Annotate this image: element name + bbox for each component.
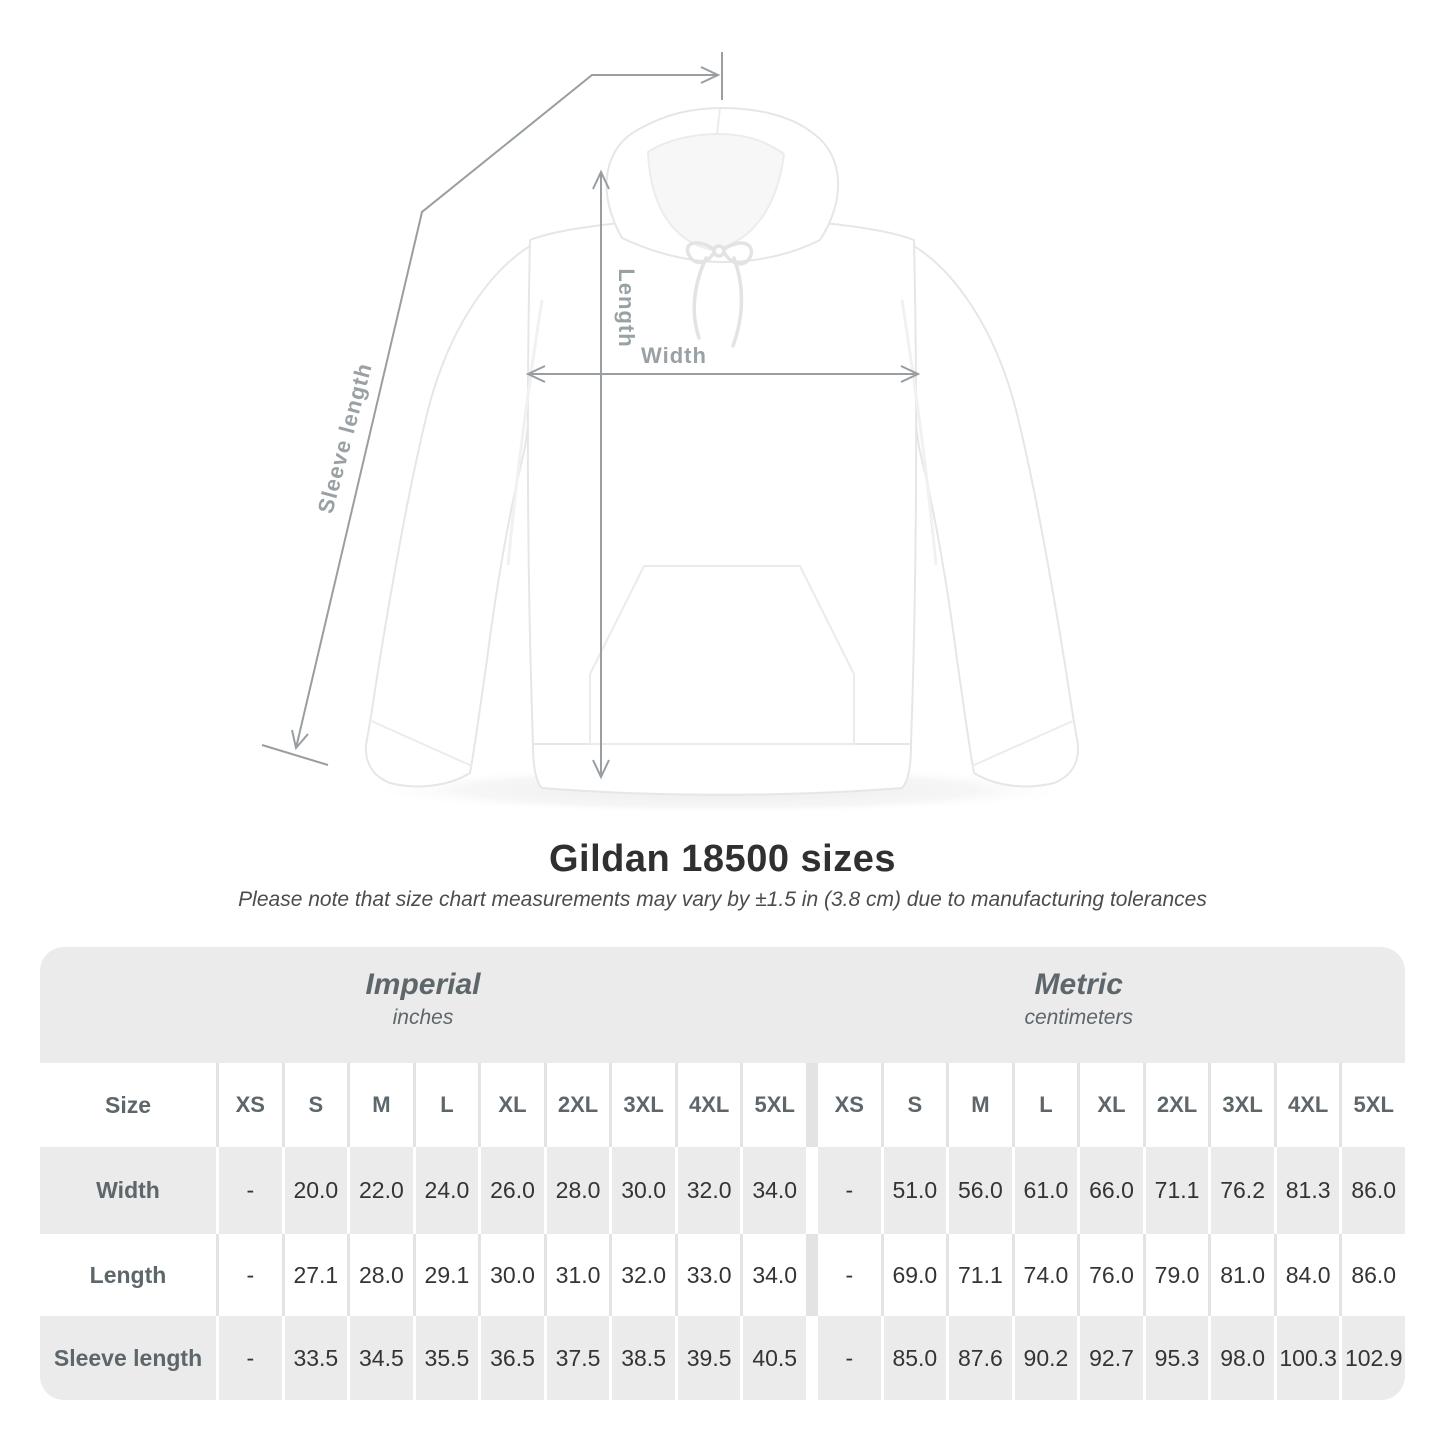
metric-value-cell: 71.1 (949, 1234, 1012, 1316)
length-measure-label: Length (614, 268, 639, 348)
metric-value-cell: - (818, 1316, 881, 1400)
imperial-size-col-header: 2XL (547, 1063, 610, 1147)
metric-value-cell: 81.3 (1277, 1147, 1340, 1234)
metric-size-col-header: L (1015, 1063, 1078, 1147)
left-sleeve (366, 238, 545, 786)
metric-size-col-header: 4XL (1277, 1063, 1340, 1147)
right-sleeve (899, 238, 1078, 786)
imperial-value-cell: 40.5 (743, 1316, 806, 1400)
row-label: Width (40, 1147, 216, 1234)
imperial-value-cell: 30.0 (612, 1147, 675, 1234)
metric-value-cell: 69.0 (884, 1234, 947, 1316)
metric-value-cell: 81.0 (1211, 1234, 1274, 1316)
metric-size-col-header: XS (818, 1063, 881, 1147)
metric-value-cell: - (818, 1234, 881, 1316)
size-table (40, 947, 1405, 1400)
metric-section-unit: centimeters (1024, 1006, 1133, 1029)
metric-section-title: Metric (1034, 968, 1123, 1001)
imperial-value-cell: 35.5 (416, 1316, 479, 1400)
section-divider (809, 1234, 815, 1316)
metric-value-cell: 51.0 (884, 1147, 947, 1234)
metric-value-cell: 87.6 (949, 1316, 1012, 1400)
metric-size-col-header: S (884, 1063, 947, 1147)
imperial-value-cell: 30.0 (481, 1234, 544, 1316)
metric-value-cell: 98.0 (1211, 1316, 1274, 1400)
heading-block (0, 836, 1445, 914)
metric-value-cell: 102.9 (1342, 1316, 1405, 1400)
metric-value-cell: 90.2 (1015, 1316, 1078, 1400)
metric-value-cell: 85.0 (884, 1316, 947, 1400)
metric-value-cell: 86.0 (1342, 1147, 1405, 1234)
imperial-value-cell: 24.0 (416, 1147, 479, 1234)
imperial-value-cell: - (219, 1316, 282, 1400)
imperial-size-col-header: M (350, 1063, 413, 1147)
imperial-size-col-header: XS (219, 1063, 282, 1147)
hem-band (533, 744, 911, 795)
imperial-value-cell: 26.0 (481, 1147, 544, 1234)
metric-value-cell: 76.0 (1080, 1234, 1143, 1316)
imperial-value-cell: 37.5 (547, 1316, 610, 1400)
metric-value-cell: 71.1 (1146, 1147, 1209, 1234)
imperial-value-cell: 34.5 (350, 1316, 413, 1400)
metric-size-col-header: 3XL (1211, 1063, 1274, 1147)
metric-value-cell: 79.0 (1146, 1234, 1209, 1316)
table-row-length (40, 1234, 1405, 1316)
metric-value-cell: 66.0 (1080, 1147, 1143, 1234)
section-divider (809, 1063, 815, 1147)
imperial-value-cell: - (219, 1147, 282, 1234)
imperial-value-cell: 33.0 (678, 1234, 741, 1316)
row-label: Length (40, 1234, 216, 1316)
metric-value-cell: 84.0 (1277, 1234, 1340, 1316)
metric-value-cell: 61.0 (1015, 1147, 1078, 1234)
imperial-value-cell: 34.0 (743, 1147, 806, 1234)
imperial-size-col-header: S (285, 1063, 348, 1147)
table-row-sleeve-length (40, 1316, 1405, 1400)
hoodie-illustration (366, 108, 1078, 795)
imperial-size-col-header: XL (481, 1063, 544, 1147)
imperial-size-col-header: 3XL (612, 1063, 675, 1147)
imperial-value-cell: 36.5 (481, 1316, 544, 1400)
metric-value-cell: 76.2 (1211, 1147, 1274, 1234)
metric-value-cell: 56.0 (949, 1147, 1012, 1234)
metric-size-col-header: M (949, 1063, 1012, 1147)
imperial-value-cell: 32.0 (678, 1147, 741, 1234)
imperial-value-cell: 32.0 (612, 1234, 675, 1316)
imperial-value-cell: 20.0 (285, 1147, 348, 1234)
metric-value-cell: 86.0 (1342, 1234, 1405, 1316)
page-title: Gildan 18500 sizes (549, 838, 896, 880)
kangaroo-pocket (590, 566, 854, 744)
section-divider (809, 1316, 815, 1400)
imperial-value-cell: 28.0 (350, 1234, 413, 1316)
imperial-value-cell: 29.1 (416, 1234, 479, 1316)
imperial-value-cell: 34.0 (743, 1234, 806, 1316)
section-divider (809, 1147, 815, 1234)
imperial-value-cell: 27.1 (285, 1234, 348, 1316)
sleeve-length-measure-label: Sleeve length (312, 360, 377, 517)
table-row-width (40, 1147, 1405, 1234)
imperial-value-cell: 38.5 (612, 1316, 675, 1400)
imperial-section-unit: inches (392, 1006, 454, 1029)
metric-section-header (818, 947, 1339, 1033)
row-label: Sleeve length (40, 1316, 216, 1400)
metric-size-col-header: 5XL (1342, 1063, 1405, 1147)
metric-value-cell: 100.3 (1277, 1316, 1340, 1400)
metric-size-col-header: 2XL (1146, 1063, 1209, 1147)
imperial-section-header (40, 947, 806, 1033)
tolerance-note: Please note that size chart measurements may vary by ±1.5 in (3.8 cm) due to manufacturing tolerances (238, 888, 1207, 911)
imperial-value-cell: 39.5 (678, 1316, 741, 1400)
imperial-section-title: Imperial (365, 968, 481, 1001)
imperial-size-col-header: 5XL (743, 1063, 806, 1147)
metric-value-cell: 74.0 (1015, 1234, 1078, 1316)
imperial-value-cell: 28.0 (547, 1147, 610, 1234)
metric-value-cell: 95.3 (1146, 1316, 1209, 1400)
imperial-value-cell: 31.0 (547, 1234, 610, 1316)
imperial-value-cell: 33.5 (285, 1316, 348, 1400)
metric-value-cell: 92.7 (1080, 1316, 1143, 1400)
imperial-value-cell: 22.0 (350, 1147, 413, 1234)
metric-size-col-header: XL (1080, 1063, 1143, 1147)
metric-value-cell: - (818, 1147, 881, 1234)
imperial-value-cell: - (219, 1234, 282, 1316)
unit-band (40, 947, 1405, 1063)
imperial-size-col-header: L (416, 1063, 479, 1147)
width-measure-label: Width (641, 343, 707, 368)
size-corner-label: Size (40, 1063, 216, 1147)
imperial-size-col-header: 4XL (678, 1063, 741, 1147)
size-header-row (40, 1063, 1405, 1147)
